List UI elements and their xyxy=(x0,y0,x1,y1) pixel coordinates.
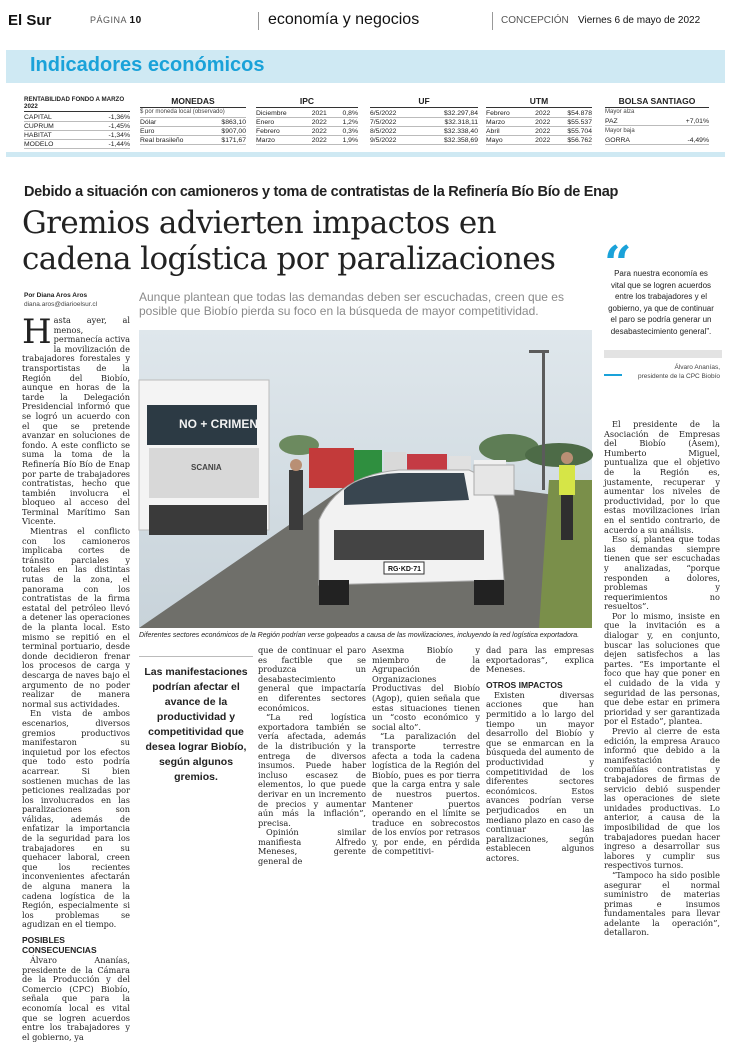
paragraph: Asexma Biobío y miembro de la Agrupación de Organizaciones Productivas del Biobío (Agop), quien señala que estas situaciones tienen un “costo económico y social alto”. xyxy=(372,645,480,732)
paragraph: que de continuar el paro es factible que se produzca un desabastecimiento general que impactaría en diferentes sectores económicos. xyxy=(258,645,366,713)
indicators-title: Indicadores económicos xyxy=(30,54,265,76)
paragraph: “La red logística exportadora también se vería afectada, además de la distribución y la entrega de diversos insumos. Puede haber incluso escasez de elementos, lo que puede derivar en un incremento de precios y aumentar aún más la inflación”, precisa. xyxy=(258,712,366,828)
masthead xyxy=(0,0,731,28)
photo-caption: Diferentes sectores económicos de la Región podrían verse golpeados a causa de las movilizaciones, incluyendo la red logística exportadora. xyxy=(139,632,580,639)
truck-brand-text: SCANIA xyxy=(191,463,222,472)
paragraph: Previo al cierre de esta edición, la empresa Arauco informó que debido a la manifestación de compañías contratistas y trabajadores de firmas de servicio debió suspender las operaciones de siete unidades productivas. Lo anterior, a causa de la imposibilidad de que los trabajadores puedan hacer ingreso a desarrollar sus labores y cumplir sus respectivos turnos. xyxy=(604,726,720,871)
table-row: Dólar $863,10 xyxy=(140,119,246,126)
table-row: 8/5/2022 $32.338,40 xyxy=(370,128,478,135)
bolsa-baja-label: Mayor baja xyxy=(605,128,635,134)
pull-quote: Las manifestaciones podrían afectar el avance de la productividad y competitividad que desea lograr Biobío, según algunos gremios. xyxy=(144,666,248,783)
section-title: economía y negocios xyxy=(268,11,420,28)
table-row: Enero 2022 1,2% xyxy=(256,119,358,126)
table-row: HABITAT -1,34% xyxy=(24,132,130,139)
paragraph: Existen diversas acciones que han permitido a lo largo del tiempo un mayor desarrollo del Biobío y que se enmarcan en la búsqueda del aumento de productividad y competitividad de los diferentes sectores económicos. Estos avances podrían verse perjudicados en un mediano plazo en caso de continuar las paralizaciones, según establecen algunos actores. xyxy=(486,689,594,863)
page-label: PÁGINA xyxy=(90,15,127,25)
paragraph: asta ayer, al menos, permanecía activa la movilización de trabajadores forestales y transportistas de la Región del Biobío, aunque en horas de la tarde la Delegación Presidencial informó que se logró un acuerdo con el que se pretende avanzar en soluciones de fondo. A este conflicto se suma la toma de la Refinería Bío Bío de Enap por parte de trabajadores contratistas, hecho que también involucra el bloqueo al acceso del Terminal Marítimo San Vicente. xyxy=(22,315,130,527)
paragraph: El presidente de la Asociación de Empresas del Biobío (Asem), Humberto Miguel, puntualiza que el objetivo de la Región es, justamente, recuperar y aumentar los niveles de productividad, por lo que estas movilizaciones irían en el sentido contrario, de acuerdo a su análisis. xyxy=(604,419,720,535)
author-email: diana.aros@diarioelsur.cl xyxy=(24,301,98,308)
table-row: Marzo 2022 1,9% xyxy=(256,137,358,144)
monedas-header: MONEDAS xyxy=(140,96,246,108)
quote-mark-icon: “ xyxy=(604,236,632,292)
table-row: Febrero 2022 $54.878 xyxy=(486,110,592,117)
paragraph: “La paralización del transporte terrestre afecta a toda la cadena logística de la Región del Biobío, pues es por tierra que la carga entra y sale de nuestros puertos. Mantener puertos operando en el límite se traduce en sobrecostos de los envíos por retrasos y, por ende, en pérdida de competitivi- xyxy=(372,731,480,857)
pull-quote-rule xyxy=(139,656,253,657)
table-row: Diciembre 2021 0,8% xyxy=(256,110,358,117)
license-plate-text: RG·KD·71 xyxy=(388,566,422,573)
paragraph: Opinión similar manifiesta Alfredo Meneses, gerente general de xyxy=(258,827,366,867)
subheading: POSIBLES CONSECUENCIAS xyxy=(22,935,97,955)
article-column-3 xyxy=(258,645,366,867)
table-row: PAZ +7,01% xyxy=(605,118,709,125)
table-row: Marzo 2022 $55.537 xyxy=(486,119,592,126)
monedas-table xyxy=(140,96,246,145)
bolsa-table xyxy=(605,96,709,145)
table-row: CAPITAL -1,36% xyxy=(24,114,130,121)
uf-header: UF xyxy=(370,96,478,108)
table-row: 6/5/2022 $32.297,84 xyxy=(370,110,478,117)
quote-rule xyxy=(604,350,722,358)
quote-author-name: Álvaro Ananías, xyxy=(674,364,720,371)
utm-table xyxy=(486,96,592,145)
paragraph: Mientras el conflicto con los camioneros implicaba cortes de tránsito parciales y totales en las distintas rutas de la zona, el panorama con los contratistas de la firma estatal del petróleo llevó a detener las operaciones de la planta local. Esto mismo se repitió en el terminal portuario, desde donde decidieron frenar los procesos de carga y descarga de naves bajo el argumento de no poder realizar de manera normal sus actividades. xyxy=(22,526,130,709)
table-row: Euro $907,00 xyxy=(140,128,246,135)
table-row: Abril 2022 $55.704 xyxy=(486,128,592,135)
indicators-banner xyxy=(6,50,725,83)
paragraph: Eso sí, plantea que todas las demandas siempre tienen que ser escuchadas y analizadas, “porque responden a dolores, problemas y requerimientos no resueltos”. xyxy=(604,534,720,612)
highlight-quote: Para nuestra economía es vital que se logren acuerdos entre los trabajadores y el gobierno, ya que de continuar el paro se podría generar un desabastecimiento general”. xyxy=(608,269,714,336)
utm-header: UTM xyxy=(486,96,592,108)
article-photo xyxy=(139,330,592,628)
fondos-table xyxy=(24,96,130,149)
table-row: Mayo 2022 $56.762 xyxy=(486,137,592,144)
truck-sign-text: NO + CRIMEN xyxy=(179,417,259,431)
header-divider xyxy=(492,12,493,30)
ipc-table xyxy=(256,96,358,145)
article-column-1 xyxy=(22,312,130,1042)
table-row: CUPRUM -1,45% xyxy=(24,123,130,130)
bolsa-header: BOLSA SANTIAGO xyxy=(605,96,709,108)
subheading: OTROS IMPACTOS xyxy=(486,679,563,690)
newspaper-brand: El Sur xyxy=(8,12,52,29)
indicators-bottom-rule xyxy=(6,152,725,157)
article-deck: Aunque plantean que todas las demandas deben ser escuchadas, creen que es posible que Biobío pierda su foco en la búsqueda de mayor competitividad. xyxy=(139,290,564,318)
article-column-6 xyxy=(604,419,720,938)
city-label: CONCEPCIÓN xyxy=(501,15,569,26)
table-row: MODELO -1,44% xyxy=(24,141,130,148)
paragraph: Álvaro Ananías, presidente de la Cámara de la Producción y del Comercio (CPC) Biobío, señala que para la economía local es vital que se logren acuerdos entre los trabajadores y el gobierno, ya xyxy=(22,955,130,1042)
header-divider xyxy=(258,12,259,30)
article-column-5 xyxy=(486,645,594,863)
paragraph: Por lo mismo, insiste en que la invitación es a dialogar y, en conjunto, buscar las soluciones que dejen satisfechos a las partes. “Es importante el foco que hay que poner en el cuidado de la vida y seguridad de las personas, que debe estar en primera prioridad y ser garantizada por el Estado”, plantea. xyxy=(604,610,720,727)
article-headline: Gremios advierten impactos en cadena logística por paralizaciones xyxy=(22,205,556,277)
table-row: 9/5/2022 $32.358,69 xyxy=(370,137,478,144)
uf-table xyxy=(370,96,478,145)
quote-author xyxy=(604,363,720,381)
article-byline: Por Diana Aros Aros xyxy=(24,292,88,299)
paragraph: dad para las empresas exportadoras”, explica Meneses. xyxy=(486,645,594,675)
paragraph: “Tampoco ha sido posible asegurar el normal suministro de materias primas e insumos fundamentales para llevar adelante la operación”, detallaron. xyxy=(604,869,720,938)
table-row: Real brasileño $171,67 xyxy=(140,137,246,144)
ipc-header: IPC xyxy=(256,96,358,108)
article-column-4 xyxy=(372,645,480,857)
page-indicator xyxy=(90,15,142,26)
bolsa-alza-label: Mayor alza xyxy=(605,109,635,115)
quote-author-role: presidente de la CPC Biobío xyxy=(637,373,720,380)
table-row: 7/5/2022 $32.318,11 xyxy=(370,119,478,126)
drop-cap: H xyxy=(22,312,52,352)
paragraph: En vista de ambos escenarios, diversos gremios productivos manifestaron su inquietud por los efectos que todo esto podría acarrear. Si bien sostienen muchas de las peticiones realizadas por los involucrados en las paralizaciones son válidas, además de enfatizar la importancia de la seguridad para los trabajadores en su quehacer laboral, creen que los recientes inconvenientes afectarán de alguna manera la cadena logística de la Región, especialmente si los problemas se agudizan en el tiempo. xyxy=(22,708,130,930)
table-row: Febrero 2022 0,3% xyxy=(256,128,358,135)
monedas-subheader: $ por moneda local (observado) xyxy=(140,109,246,118)
issue-date: Viernes 6 de mayo de 2022 xyxy=(578,15,701,26)
article-kicker: Debido a situación con camioneros y toma de contratistas de la Refinería Bío Bío de Enap xyxy=(24,184,619,200)
fondos-header: RENTABILIDAD FONDO A MARZO 2022 xyxy=(24,96,130,112)
page-number: 10 xyxy=(129,15,142,26)
table-row: GORRA -4,49% xyxy=(605,137,709,144)
truck-blockade-image xyxy=(139,330,592,628)
quote-accent-bar xyxy=(604,374,622,376)
